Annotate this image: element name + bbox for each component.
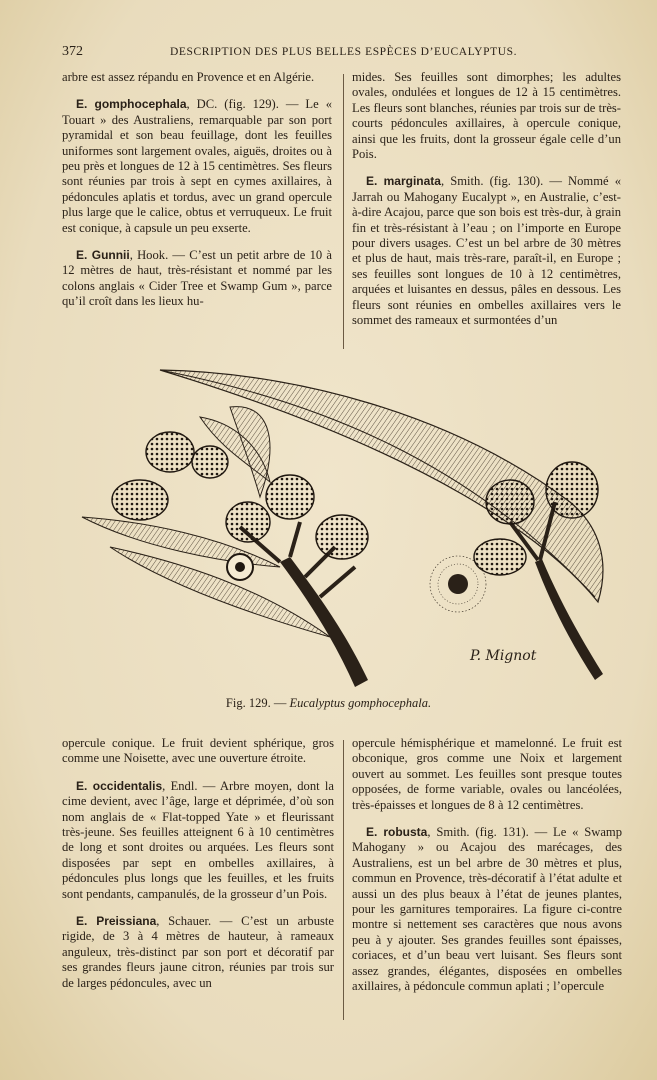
running-title: DESCRIPTION DES PLUS BELLES ESPÈCES D’EUCALYPTUS. [170, 46, 518, 58]
bud-2 [192, 446, 228, 478]
entry-text: , Endl. — Arbre moyen, dont la cime devient, avec l’âge, large et déprimée, d’où son nom anglais de « Flat-topped Yate » et fleurissant très-jeune. Ses feuilles atteignent 6 à 10 centimètres de long et sont droites ou arquées. Les fleurs sont disposées par sept en ombelles axillaires, à pédoncules plus longs que les feuilles, et les fruits sont pendants, campanulés, de la grosseur d’un Pois. [62, 778, 334, 901]
paragraph-continuation: opercule hémisphérique et mamelonné. Le fruit est obconique, gros comme une Noix et largement ouvert au sommet. Les feuilles sont presque toutes opposées, de forme variable, ovales ou lancéolées, très-épaisses et longues de 8 à 12 centimètres. [352, 736, 622, 812]
entry-text: , Smith. (fig. 131). — Le « Swamp Mahogany » ou Acajou des marécages, des Australiens, est un bel arbre de 30 mètres et plus, commun en Provence, très-décoratif à l’état adulte et aussi un des plus beaux à l’état de jeunes plantes, pour les garnitures temporaires. La figure ci-contre montre si nettement ses caractères que nous avons peu à y ajouter. Ses grandes feuilles sont épaisses, coriaces, et d’un beau vert luisant. Ses fleurs sont assez grandes, élégantes, disposées en ombelles axillaires, à pédoncule commun aplati ; l’opercule [352, 825, 622, 994]
bud-3 [112, 480, 168, 520]
entry-gomphocephala [62, 97, 332, 236]
species-name: E. Preissiana [76, 914, 157, 929]
bud-4 [266, 475, 314, 519]
entry-text: , Hook. — C’est un petit arbre de 10 à 12 mètres de haut, très-résistant et nommé par les colons anglais « Cider Tree et Swamp Gum », parce qu’il croît dans les lieux hu- [62, 248, 332, 309]
entry-occidentalis [62, 779, 334, 902]
entry-gunnii [62, 248, 332, 310]
eucalyptus-illustration [70, 362, 615, 697]
species-name: E. robusta [366, 825, 428, 840]
bud-9 [474, 539, 526, 575]
caption-species: Eucalyptus gomphocephala. [289, 696, 432, 710]
paragraph-continuation: opercule conique. Le fruit devient sphérique, gros comme une Noisette, avec une ouverture étroite. [62, 736, 334, 766]
entry-robusta [352, 825, 622, 994]
column-top-left [62, 70, 332, 318]
column-bottom-left [62, 736, 334, 999]
species-name: E. occidentalis [76, 778, 163, 793]
figure-caption [0, 696, 657, 711]
caption-label: Fig. 129. — [225, 696, 287, 710]
column-bottom-right [352, 736, 622, 1003]
bud-1 [146, 432, 194, 472]
column-divider-top [343, 74, 344, 349]
artist-signature: P. Mignot [470, 648, 537, 664]
species-name: E. marginata [366, 174, 441, 189]
entry-text: , DC. (fig. 129). — Le « Touart » des Australiens, remarquable par son port pyramidal et son beau feuillage, dont les feuilles uniformes sont largement ovales, aiguës, droites ou à peu près et longues de 12 à 15 centimètres. Ses fleurs sont réunies par trois à sept en cymes axillaires, à pédoncules aplatis et tordus, avec un grand opercule plus large que le calice, obtus et verruqueux. Le fruit est conique, à capsule un peu exserte. [62, 97, 333, 235]
column-divider-bottom [343, 740, 344, 1020]
page-header [62, 44, 622, 64]
entry-preissiana [62, 914, 334, 991]
species-name: E. gomphocephala [76, 97, 187, 112]
entry-text: , Smith. (fig. 130). — Nommé « Jarrah ou Mahogany Eucalypt », en Australie, c’est-à-dire Acajou, parce que son bois est très-dur, à grain fin et très-résistant à l’eau ; on l’importe en Europe pour divers usages. C’est un bel arbre de 30 mètres et plus de haut, mais très-rare, paraît-il, en Europe ; ses feuilles sont longues de 10 à 12 centimètres, arquées et luisantes en dessus, pâles en dessous. Les fleurs sont réunies en ombelles axillaires vers le sommet des rameaux et surmontées d’un [352, 174, 622, 328]
bud-5 [226, 502, 270, 542]
paragraph-continuation: mides. Ses feuilles sont dimorphes; les adultes ovales, ondulées et longues de 12 à 15 centimètres. Les fleurs sont blanches, réunies par trois sur de très-courts pédoncules axillaires, à opercule conique, ainsi que les fruits, dont la grosseur égale celle d’un Pois. [352, 70, 621, 162]
column-top-right [352, 70, 621, 337]
fruit-center [235, 562, 245, 572]
entry-marginata [352, 174, 621, 328]
species-name: E. Gunnii [76, 248, 130, 263]
bud-7 [486, 480, 534, 524]
bud-8 [546, 462, 598, 518]
paragraph-continuation: arbre est assez répandu en Provence et en Algérie. [62, 70, 315, 84]
lower-leaf-2 [110, 547, 330, 637]
entry-text: , Schauer. — C’est un arbuste rigide, de 3 à 4 mètres de hauteur, à rameaux anguleux, très-distinct par son port et décoratif par ses grandes fleurs jaune citron, réunies par trois sur de larges pédoncules, avec un [62, 914, 335, 990]
page-number: 372 [62, 44, 83, 59]
bud-6 [316, 515, 368, 559]
